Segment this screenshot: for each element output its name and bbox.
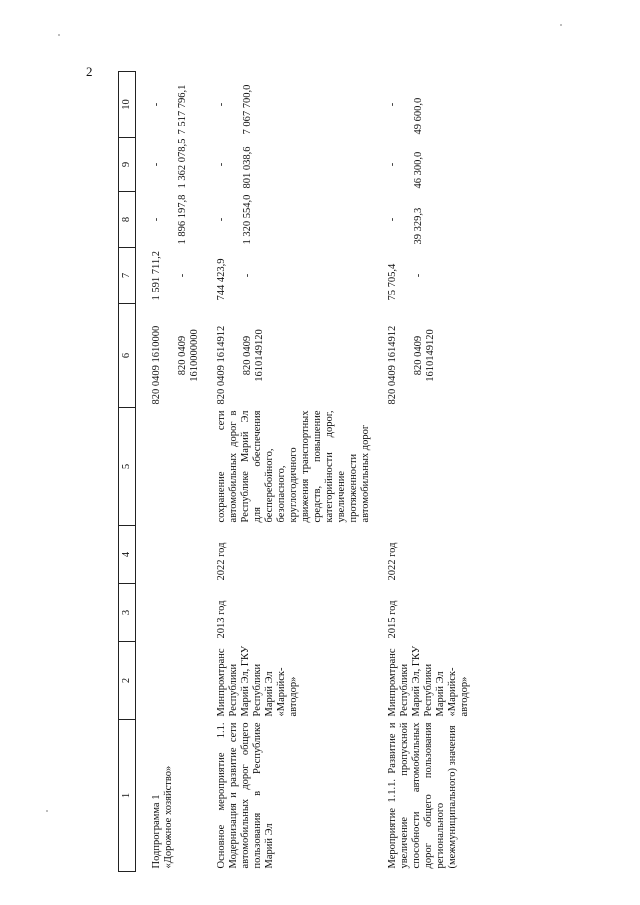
- event-111-col7: [386, 248, 471, 304]
- event-111-v10b: 49 600,0: [413, 97, 424, 135]
- scan-speck: [560, 24, 562, 26]
- subprogram-col7: [150, 248, 201, 304]
- main-event-code-line2: 820 0409: [242, 335, 253, 376]
- event-111-code-line1: 820 0409 1614912: [387, 325, 398, 405]
- main-event-col8: [215, 192, 372, 248]
- subprogram-v9: -: [151, 162, 162, 167]
- subprogram-title-line1: Подпрограмма 1: [151, 794, 162, 869]
- event-111-v8b: 39 329,3: [413, 207, 424, 245]
- main-event-v9b: 801 038,6: [242, 146, 253, 189]
- header-col-7: 7: [119, 248, 136, 304]
- header-col-9: 9: [119, 138, 136, 192]
- scan-speck: [58, 34, 60, 36]
- header-col-10: 10: [119, 72, 136, 138]
- main-event-executor: Минпромтранс Республики Марий Эл, ГКУ Республики Марий Эл «Марийск-автодор»: [216, 645, 299, 717]
- main-event-code: [215, 304, 372, 408]
- subprogram-col10: [150, 72, 201, 138]
- event-111-col9: [386, 138, 471, 192]
- main-event-v10b: 7 067 700,0: [242, 84, 253, 135]
- subprogram-v7b: -: [177, 273, 188, 278]
- event-111-end-year: 2022 год: [387, 542, 398, 581]
- event-111-name: Мероприятие 1.1.1. Развитие и увеличение пропускной способности автомобильных дорог общего пользования регионального (межмуниципального) значения: [387, 722, 458, 869]
- subprogram-code-line2: 820 0409: [177, 335, 188, 376]
- main-event-end-year: 2022 год: [216, 542, 227, 581]
- main-event-code-line1: 820 0409 1614912: [216, 325, 227, 405]
- main-event-v7b: -: [242, 273, 253, 278]
- subprogram-v8b: 1 896 197,8: [177, 194, 188, 245]
- main-event-col7: [215, 248, 372, 304]
- header-col-8: 8: [119, 192, 136, 248]
- event-111-code: [386, 304, 471, 408]
- header-col-6: 6: [119, 304, 136, 408]
- header-row: [119, 72, 136, 872]
- header-col-4: 4: [119, 526, 136, 584]
- subprogram-col9: [150, 138, 201, 192]
- header-col-2: 2: [119, 642, 136, 720]
- subprogram-title-line2: «Дорожное хозяйство»: [163, 765, 174, 869]
- event-111-v7: 75 705,4: [387, 263, 398, 301]
- event-111-start-year: 2015 год: [387, 600, 398, 639]
- subprogram-title: [150, 720, 201, 872]
- subprogram-v7: 1 591 711,2: [151, 251, 162, 301]
- event-111-v8: -: [387, 217, 398, 222]
- event-111-v7b: -: [413, 273, 424, 278]
- main-event-v7: 744 423,9: [216, 258, 227, 301]
- event-111-executor: Минпромтранс Республики Марий Эл, ГКУ Республики Марий Эл «Марийск-автодор»: [387, 645, 470, 717]
- main-event-col9: [215, 138, 372, 192]
- header-col-5: 5: [119, 408, 136, 526]
- main-event-v9: -: [216, 162, 227, 167]
- table-row-subprogram: [150, 72, 201, 872]
- event-111-code-line2: 820 0409: [413, 335, 424, 376]
- main-event-v8b: 1 320 554,0: [242, 194, 253, 245]
- main-event-v8: -: [216, 217, 227, 222]
- main-event-code-line3: 1610149120: [254, 329, 265, 382]
- subprogram-code-line3: 1610000000: [189, 329, 200, 382]
- subprogram-v8: -: [151, 217, 162, 222]
- page-number: 2: [86, 64, 93, 79]
- subprogram-v9b: 1 362 078,5: [177, 138, 188, 189]
- event-111-v9: -: [387, 162, 398, 167]
- subprogram-v10b: 7 517 796,1: [177, 84, 188, 135]
- program-table: [118, 71, 471, 872]
- table-row-main-event: [215, 72, 372, 872]
- subprogram-code-line1: 820 0409 1610000: [151, 325, 162, 405]
- main-event-col10: [215, 72, 372, 138]
- header-col-3: 3: [119, 584, 136, 642]
- main-event-result: сохранение сети автомобильных дорог в Республике Марий Эл для обеспечения бесперебойного, безопасного, круглогодичного движения транспортных средств, повышение категорийности дорог, увеличение протяженности автомобильных дорог: [216, 410, 371, 523]
- subprogram-col8: [150, 192, 201, 248]
- scan-speck: [46, 810, 48, 812]
- header-col-1: 1: [119, 720, 136, 872]
- main-event-start-year: 2013 год: [216, 600, 227, 639]
- document-table-rotated: [118, 72, 558, 872]
- event-111-col8: [386, 192, 471, 248]
- event-111-code-line3: 1610149120: [425, 329, 436, 382]
- event-111-v10: -: [387, 102, 398, 107]
- subprogram-v10: -: [151, 102, 162, 107]
- event-111-col10: [386, 72, 471, 138]
- event-111-v9b: 46 300,0: [413, 151, 424, 189]
- main-event-v10: -: [216, 102, 227, 107]
- subprogram-code: [150, 304, 201, 408]
- table-row-event-111: [386, 72, 471, 872]
- main-event-name: Основное мероприятие 1.1. Модернизация и развитие сети автомобильных дорог общего пользования в Республике Марий Эл: [216, 722, 275, 869]
